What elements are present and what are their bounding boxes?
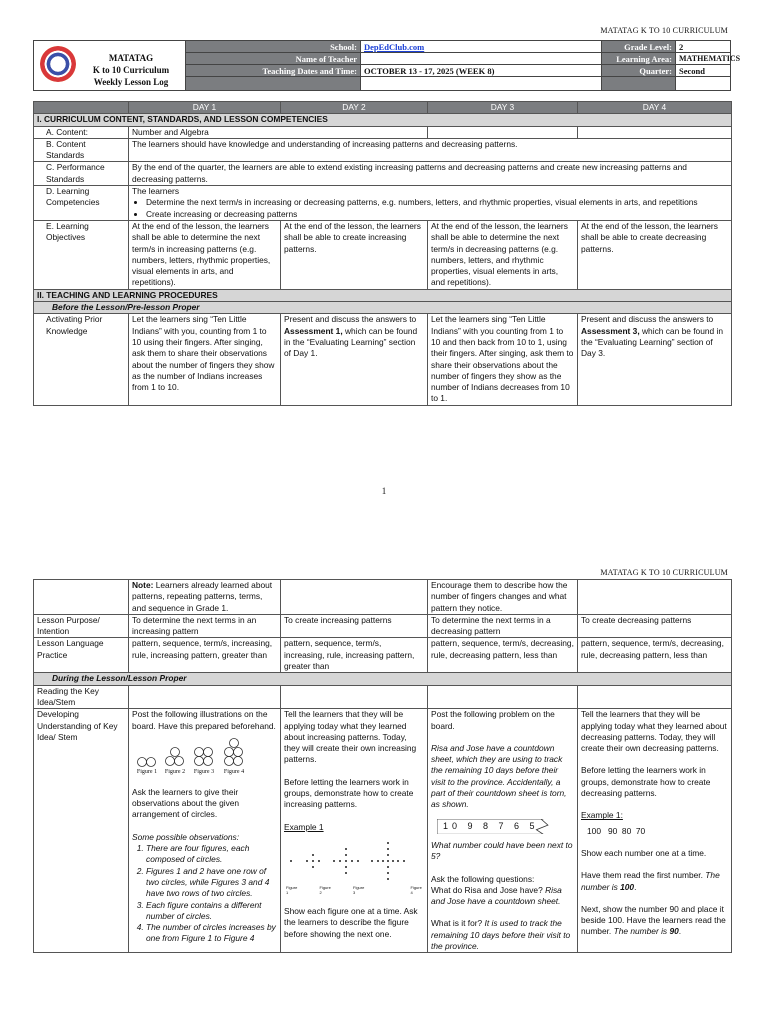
purpose-day1: To determine the next terms in an increasing pattern	[129, 614, 281, 638]
page-number: 1	[381, 486, 387, 496]
example-title: Example 1	[284, 821, 324, 832]
develop-day2	[281, 709, 428, 953]
question: What do Risa and Jose have?	[431, 884, 543, 895]
figure-caption: Figure 1	[286, 884, 298, 895]
dots-figure-1-icon	[288, 858, 294, 864]
language-day2: pattern, sequence, term/s, increasing, rule, increasing pattern, greater than	[281, 638, 428, 673]
quarter-label: Quarter:	[601, 65, 676, 77]
question: What is it for?	[431, 918, 483, 929]
list-item: 1. There are four figures, each composed of circles.	[146, 843, 277, 866]
brand-line: Weekly Lesson Log	[93, 77, 169, 87]
purpose-day4: To create decreasing patterns	[578, 614, 732, 638]
dot-figures	[288, 841, 424, 881]
text: Post the following problem on the board.	[431, 709, 555, 731]
purpose-day3: To determine the next terms in a decreasing pattern	[428, 614, 578, 638]
purpose-day2: To create increasing patterns	[281, 614, 428, 638]
row-label: B. Content Standards	[34, 138, 129, 162]
note-label: Note:	[132, 580, 154, 590]
language-day1: pattern, sequence, term/s, increasing, rule, increasing pattern, greater than	[129, 638, 281, 673]
objective-day3: At the end of the lesson, the learners shall be able to determine the next term/s in decreasing patterns (e.g. numbers, letters, and rhythmic properties, visual elements in arts, and repetitions).	[428, 220, 578, 289]
school-label: School:	[186, 41, 361, 53]
text: Before letting the learners work in groups, demonstrate how to create decreasing patterns.	[581, 765, 711, 799]
logo-cell	[34, 41, 186, 90]
content-value: Number and Algebra	[129, 126, 428, 138]
divider	[186, 64, 731, 65]
text: Present and discuss the answers to	[581, 314, 714, 325]
cont-day3: Encourage them to describe how the number of fingers changes and what pattern they notice.	[428, 580, 578, 615]
row-label: C. Performance Standards	[34, 162, 129, 186]
countdown-sheet	[437, 819, 553, 834]
read-first: Have them read the first number. The number is 100.	[581, 870, 720, 892]
objective-day1: At the end of the lesson, the learners shall be able to determine the next term/s in increasing patterns (e.g. numbers, letters, rhythmic properties, visual elements in arts, and repetitions).	[129, 220, 281, 289]
row-label: Developing Understanding of Key Idea/ Stem	[34, 709, 129, 953]
circles-figure-3-icon	[192, 746, 216, 768]
apk-day2	[281, 314, 428, 405]
circles-figure-1-icon	[136, 756, 158, 768]
grade-value: 2	[679, 42, 684, 52]
blank-label	[186, 77, 361, 90]
develop-day3	[428, 709, 578, 953]
text: which can be found in the “Evaluating Learning” section of Day 1.	[284, 325, 418, 359]
answer: It is used to track the remaining 10 days before their visit to the province.	[431, 918, 571, 952]
empty-cell	[281, 580, 428, 615]
divider	[186, 76, 731, 77]
apk-day1: Let the learners sing “Ten Little Indians” with you, counting from 1 to 10 using their fingers. After singing, ask them to share their observations about the number of fingers they show as the number of Indians increases from 1 to 10.	[129, 314, 281, 405]
section-title: II. TEACHING AND LEARNING PROCEDURES	[34, 289, 732, 301]
number: 90	[669, 926, 679, 937]
text: Have them read the first number.	[581, 870, 706, 881]
develop-day1	[129, 709, 281, 953]
figure-caption: Figure 3	[353, 884, 365, 895]
empty-cell	[428, 126, 578, 138]
list-item: • Determine the next term/s in increasing or decreasing patterns, e.g. numbers, letters, and rhythmic properties, visual elements in arts, and repetitions	[146, 197, 728, 208]
note-day1	[129, 580, 281, 615]
note-text: Learners already learned about patterns, repeating patterns, terms, and sequence in Grade 1.	[132, 580, 273, 613]
figure-caption: Figure 2	[164, 768, 186, 775]
list-item: 2. Figures 1 and 2 have one row of two circles, while Figures 3 and 4 have two rows of two circles.	[146, 866, 277, 900]
competencies-list	[132, 197, 728, 220]
lesson-table-page1	[33, 101, 732, 406]
apk-day4	[578, 314, 732, 405]
brand-title	[78, 52, 184, 88]
figure	[164, 746, 186, 776]
divider	[186, 52, 731, 53]
area-value: MATHEMATICS	[679, 54, 741, 63]
text: Present and discuss the answers to	[284, 314, 417, 325]
figure	[222, 738, 246, 776]
row-label: Lesson Language Practice	[34, 638, 129, 673]
countdown-numbers: 10 9 8 7 6 5	[443, 820, 539, 831]
empty-cell	[428, 685, 578, 709]
empty-cell	[129, 685, 281, 709]
text: The number is	[581, 870, 720, 892]
dates-value: OCTOBER 13 - 17, 2025 (WEEK 8)	[364, 66, 495, 76]
apk-day3: Let the learners sing “Ten Little Indians” with you counting from 1 to 10 and then back from 10 to 1, using their fingers. After singing, ask them to share their observations about the number of fingers they show as the number of Indians decreases from 10 to 1.	[428, 314, 578, 405]
row-label: D. Learning Competencies	[34, 186, 129, 221]
text-bold: Assessment 3,	[581, 325, 640, 336]
text: Ask the learners to give their observations about the given arrangement of circles.	[132, 786, 240, 820]
school-link[interactable]: DepEdClub.com	[364, 42, 425, 52]
figure-caption: Figure 4	[410, 884, 422, 895]
figure	[192, 746, 216, 776]
text: Tell the learners that they will be applying today what they learned about increasing patterns. Today, they will create their own increasing patterns.	[284, 709, 417, 765]
develop-day4	[578, 709, 732, 953]
empty-cell	[34, 580, 129, 615]
empty-cell	[281, 685, 428, 709]
subsection-title: Before the Lesson/Pre-lesson Proper	[34, 302, 732, 314]
list-item: 3. Each figure contains a different number of circles.	[146, 900, 277, 923]
text: Before letting the learners work in groups, demonstrate how to create increasing patterns.	[284, 776, 414, 810]
quarter-value: Second	[679, 66, 705, 76]
corner-cell	[34, 102, 129, 114]
figure-caption: Figure 2	[319, 884, 331, 895]
text: Next, show the number 90 and place it beside 100. Have the learners read the number.	[581, 903, 726, 937]
figure-caption: Figure 3	[193, 768, 215, 775]
area-label: Learning Area:	[601, 53, 676, 65]
circles-figure-4-icon	[222, 738, 246, 768]
performance-standards: By the end of the quarter, the learners are able to extend existing increasing patterns and decreasing patterns and create new increasing patterns and decreasing patterns.	[129, 162, 732, 186]
lesson-table-page2	[33, 579, 732, 953]
deped-seal-icon	[40, 46, 76, 82]
day-header: DAY 3	[428, 102, 578, 114]
learning-competencies	[129, 186, 732, 221]
text: Tell the learners that they will be applying today what they learned about decreasing patterns. Today, they will create their own decreasing patterns.	[581, 709, 727, 754]
row-label: Reading the Key Idea/Stem	[34, 685, 129, 709]
text: Show each number one at a time.	[581, 847, 707, 858]
dots-figure-3-icon	[332, 847, 360, 875]
objective-day2: At the end of the lesson, the learners shall be able to create increasing patterns.	[281, 220, 428, 289]
row-label: Lesson Purpose/ Intention	[34, 614, 129, 638]
text: Post the following illustrations on the board. Have this prepared beforehand.	[132, 709, 276, 731]
row-label: Activating Prior Knowledge	[34, 314, 129, 405]
figure-caption: Figure 4	[223, 768, 245, 775]
curriculum-label: MATATAG K TO 10 CURRICULUM	[600, 26, 728, 35]
curriculum-label: MATATAG K TO 10 CURRICULUM	[600, 568, 728, 577]
empty-cell	[578, 126, 732, 138]
blank-label	[601, 77, 676, 90]
empty-cell	[578, 580, 732, 615]
answer: Risa and Jose have a countdown sheet.	[431, 884, 562, 907]
read-next: Next, show the number 90 and place it beside 100. Have the learners read the number. The number is 90.	[581, 903, 726, 937]
text: Show each figure one at a time. Ask the learners to describe the figure before showing the next one.	[284, 905, 418, 939]
section-title: I. CURRICULUM CONTENT, STANDARDS, AND LESSON COMPETENCIES	[34, 114, 732, 126]
question-text: What number could have been next to 5?	[431, 839, 573, 862]
grade-label: Grade Level:	[601, 41, 676, 53]
example-title: Example 1:	[581, 810, 623, 821]
row-label: A. Content:	[34, 126, 129, 138]
brand-line: MATATAG	[108, 53, 154, 63]
content-standards: The learners should have knowledge and understanding of increasing patterns and decreasing patterns.	[129, 138, 732, 162]
qa-2	[431, 918, 574, 952]
list-item: 4. The number of circles increases by one from Figure 1 to Figure 4	[146, 922, 277, 945]
text-bold: Assessment 1,	[284, 325, 343, 336]
objective-day4: At the end of the lesson, the learners shall be able to create decreasing patterns.	[578, 220, 732, 289]
language-day3: pattern, sequence, term/s, decreasing, rule, decreasing pattern, less than	[428, 638, 578, 673]
text: Ask the following questions:	[431, 873, 535, 884]
figure	[136, 756, 158, 776]
row-label: E. Learning Objectives	[34, 220, 129, 289]
dots-figure-2-icon	[304, 852, 322, 870]
day-header: DAY 4	[578, 102, 732, 114]
dot-figure-captions	[286, 885, 424, 895]
example-numbers: 100 90 80 70	[587, 825, 646, 836]
observations-list	[132, 843, 277, 945]
circles-figure-2-icon	[164, 746, 186, 768]
text: The number is	[613, 926, 670, 937]
dates-label: Teaching Dates and Time:	[186, 65, 361, 77]
subsection-title: During the Lesson/Lesson Proper	[34, 673, 732, 685]
teacher-label: Name of Teacher	[186, 53, 361, 65]
dots-figure-4-icon	[370, 841, 406, 881]
circle-figures	[136, 738, 277, 776]
competencies-intro: The learners	[132, 186, 180, 197]
figure-caption: Figure 1	[136, 768, 158, 775]
lesson-log-header	[33, 40, 741, 91]
list-item: • Create increasing or decreasing patterns	[146, 209, 728, 220]
language-day4: pattern, sequence, term/s, decreasing, rule, decreasing pattern, less than	[578, 638, 732, 673]
story-text: Risa and Jose have a countdown sheet, which they are using to track the remaining 10 days before their visit to the province. Accidentally, a part of their countdown sheet is torn, as shown.	[431, 742, 567, 810]
brand-line: K to 10 Curriculum	[92, 65, 170, 75]
day-header-row	[34, 102, 732, 114]
day-header: DAY 1	[129, 102, 281, 114]
observations-title: Some possible observations:	[132, 831, 240, 842]
torn-sheet-icon	[437, 819, 553, 834]
number: 100	[620, 881, 635, 892]
text: which can be found in the “Evaluating Learning” section of Day 3.	[581, 325, 724, 359]
empty-cell	[578, 685, 732, 709]
day-header: DAY 2	[281, 102, 428, 114]
qa-1	[431, 885, 574, 908]
